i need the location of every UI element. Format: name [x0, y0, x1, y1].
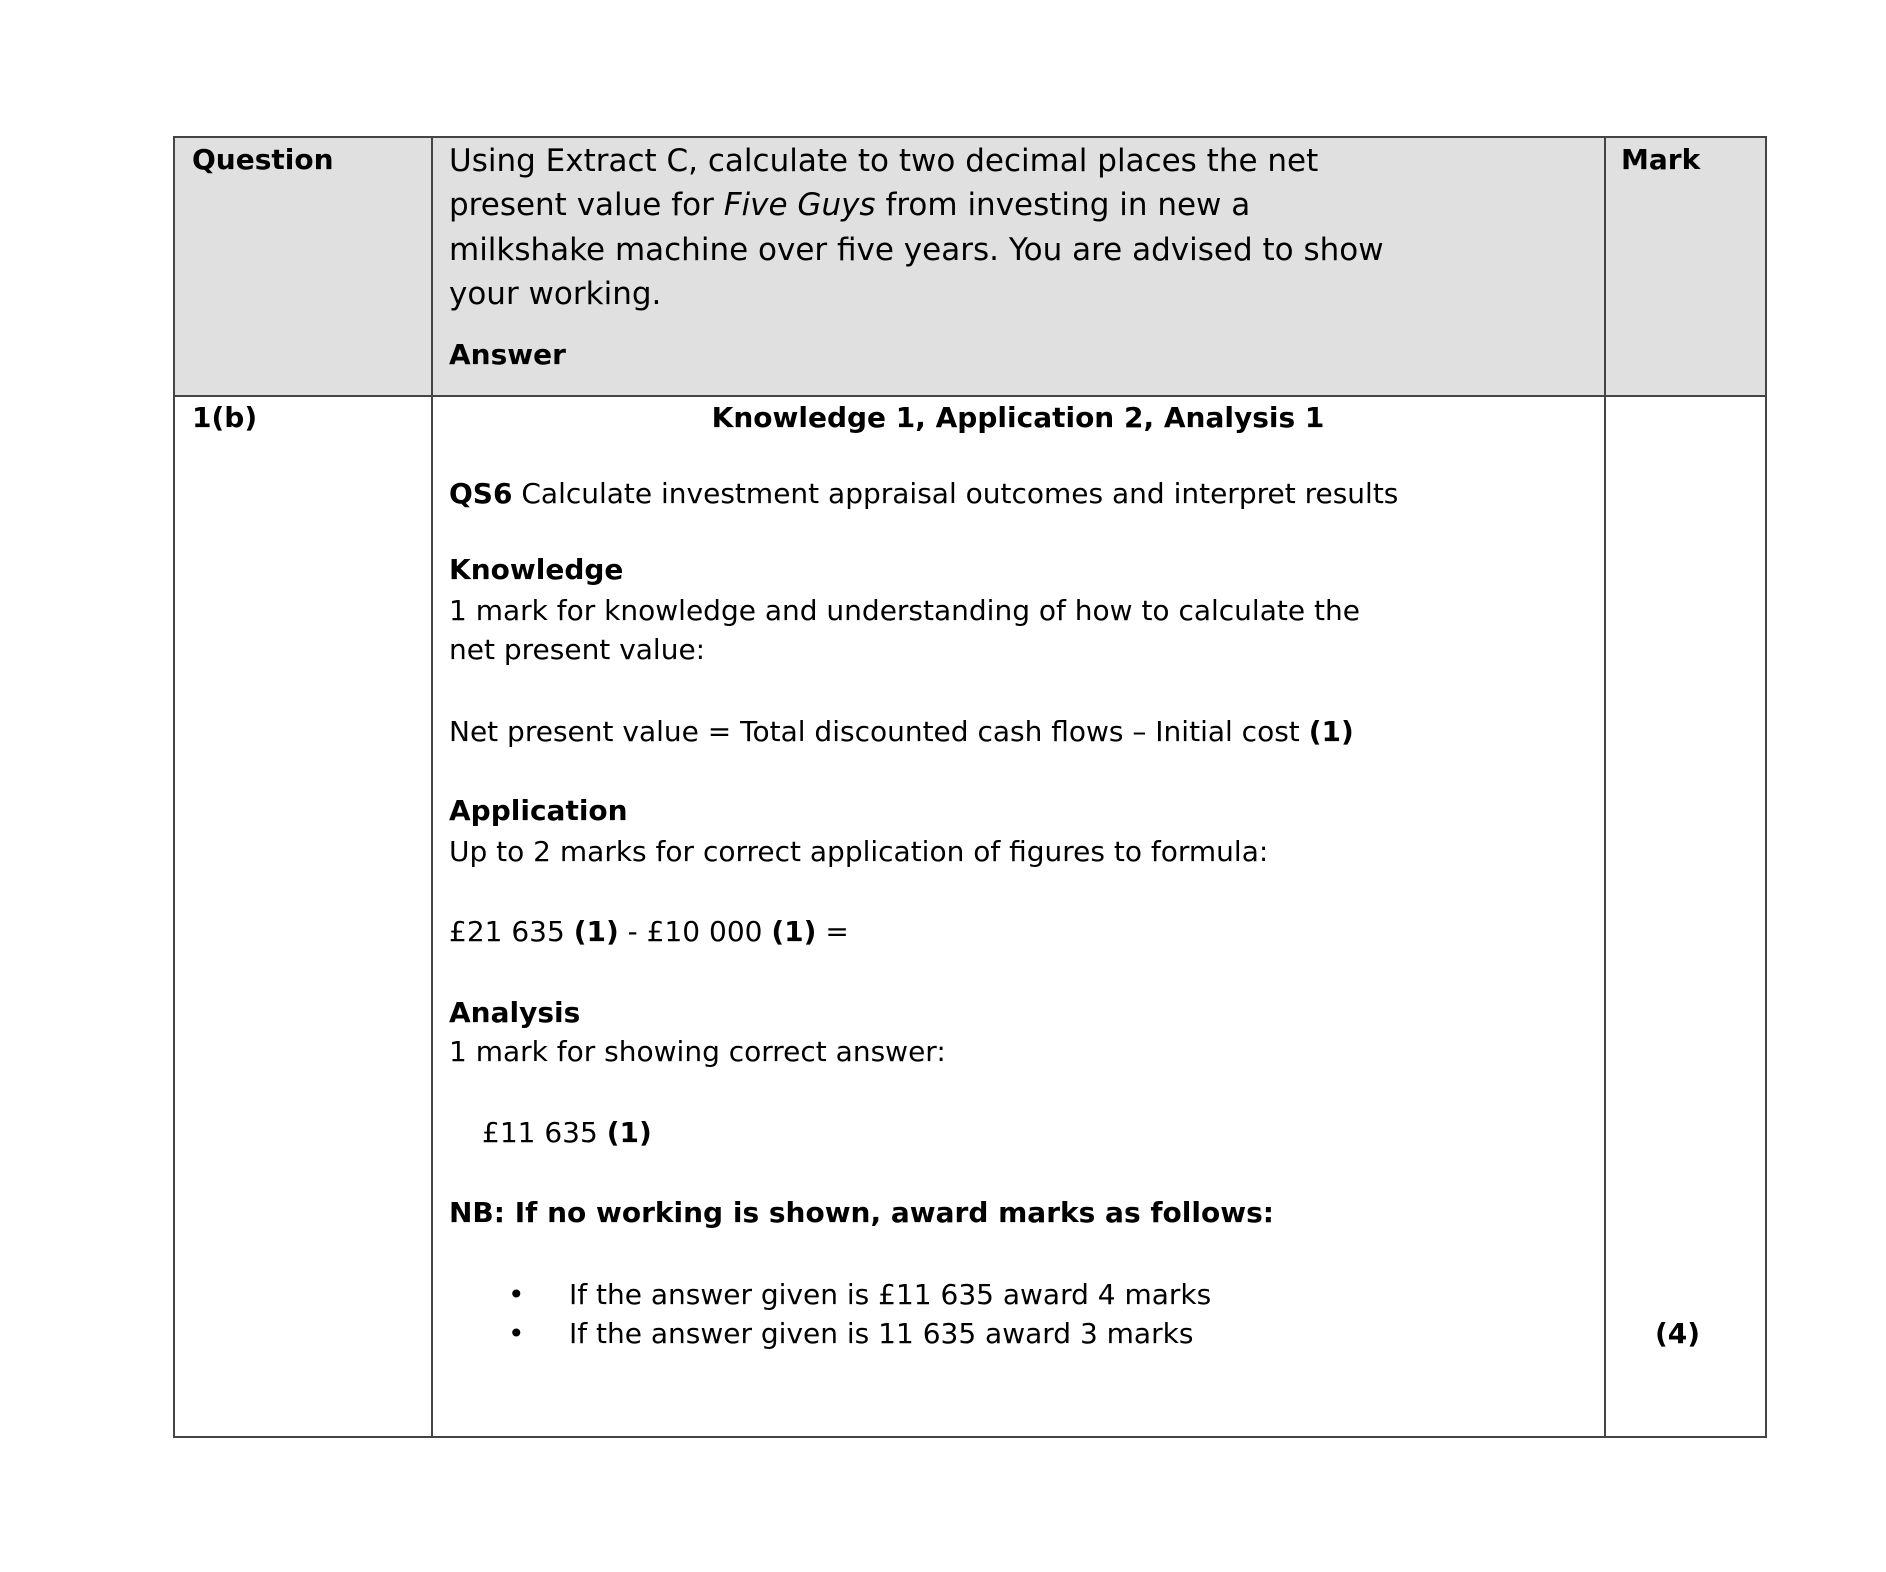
question-text-line: milkshake machine over five years. You are advised to show [449, 232, 1384, 268]
knowledge-text: 1 mark for knowledge and understanding of how to calculate the [449, 594, 1360, 627]
mark: (1) [771, 915, 817, 948]
analysis-heading: Analysis [449, 996, 581, 1029]
question-text-line: Using Extract C, calculate to two decimal places the net [449, 143, 1319, 179]
mark: (1) [1308, 715, 1354, 748]
border [173, 1436, 1767, 1438]
text: present value for [449, 187, 724, 223]
bullet-icon: • [508, 1278, 525, 1311]
bullet-icon: • [508, 1317, 525, 1350]
bullet-item: If the answer given is 11 635 award 3 marks [569, 1317, 1194, 1350]
nb-note: NB: If no working is shown, award marks as follows: [449, 1196, 1274, 1229]
value: £21 635 [449, 915, 574, 948]
application-text: Up to 2 marks for correct application of figures to formula: [449, 835, 1269, 868]
marks-summary: Knowledge 1, Application 2, Analysis 1 [711, 401, 1325, 434]
qs-line [449, 474, 1398, 514]
question-text-line: your working. [449, 276, 662, 312]
value: - £10 000 [618, 915, 772, 948]
equals: = [816, 915, 849, 948]
answer-header: Answer [449, 338, 566, 371]
qs-text: Calculate investment appraisal outcomes and interpret results [512, 477, 1399, 510]
border [431, 136, 433, 1438]
formula-line [449, 712, 1354, 752]
knowledge-text: net present value: [449, 633, 706, 666]
application-heading: Application [449, 794, 628, 827]
value: £11 635 [482, 1116, 607, 1149]
knowledge-heading: Knowledge [449, 553, 624, 586]
qs-code: QS6 [449, 477, 513, 510]
application-working [449, 912, 849, 952]
total-mark: (4) [1655, 1317, 1701, 1350]
analysis-text: 1 mark for showing correct answer: [449, 1035, 946, 1068]
bullet-item: If the answer given is £11 635 award 4 marks [569, 1278, 1212, 1311]
mark: (1) [573, 915, 619, 948]
text: from investing in new a [875, 187, 1251, 223]
mark: (1) [606, 1116, 652, 1149]
border [1765, 136, 1767, 1438]
border [173, 395, 1767, 397]
formula: Net present value = Total discounted cash flows – Initial cost [449, 715, 1309, 748]
mark-column-header: Mark [1621, 143, 1701, 176]
border [173, 136, 175, 1438]
company-name: Five Guys [723, 187, 876, 223]
question-text-line [449, 183, 1250, 227]
border [1604, 136, 1606, 1438]
question-number: 1(b) [192, 401, 258, 434]
border [173, 136, 1767, 138]
question-column-header: Question [192, 143, 334, 176]
answer-line [482, 1113, 652, 1153]
